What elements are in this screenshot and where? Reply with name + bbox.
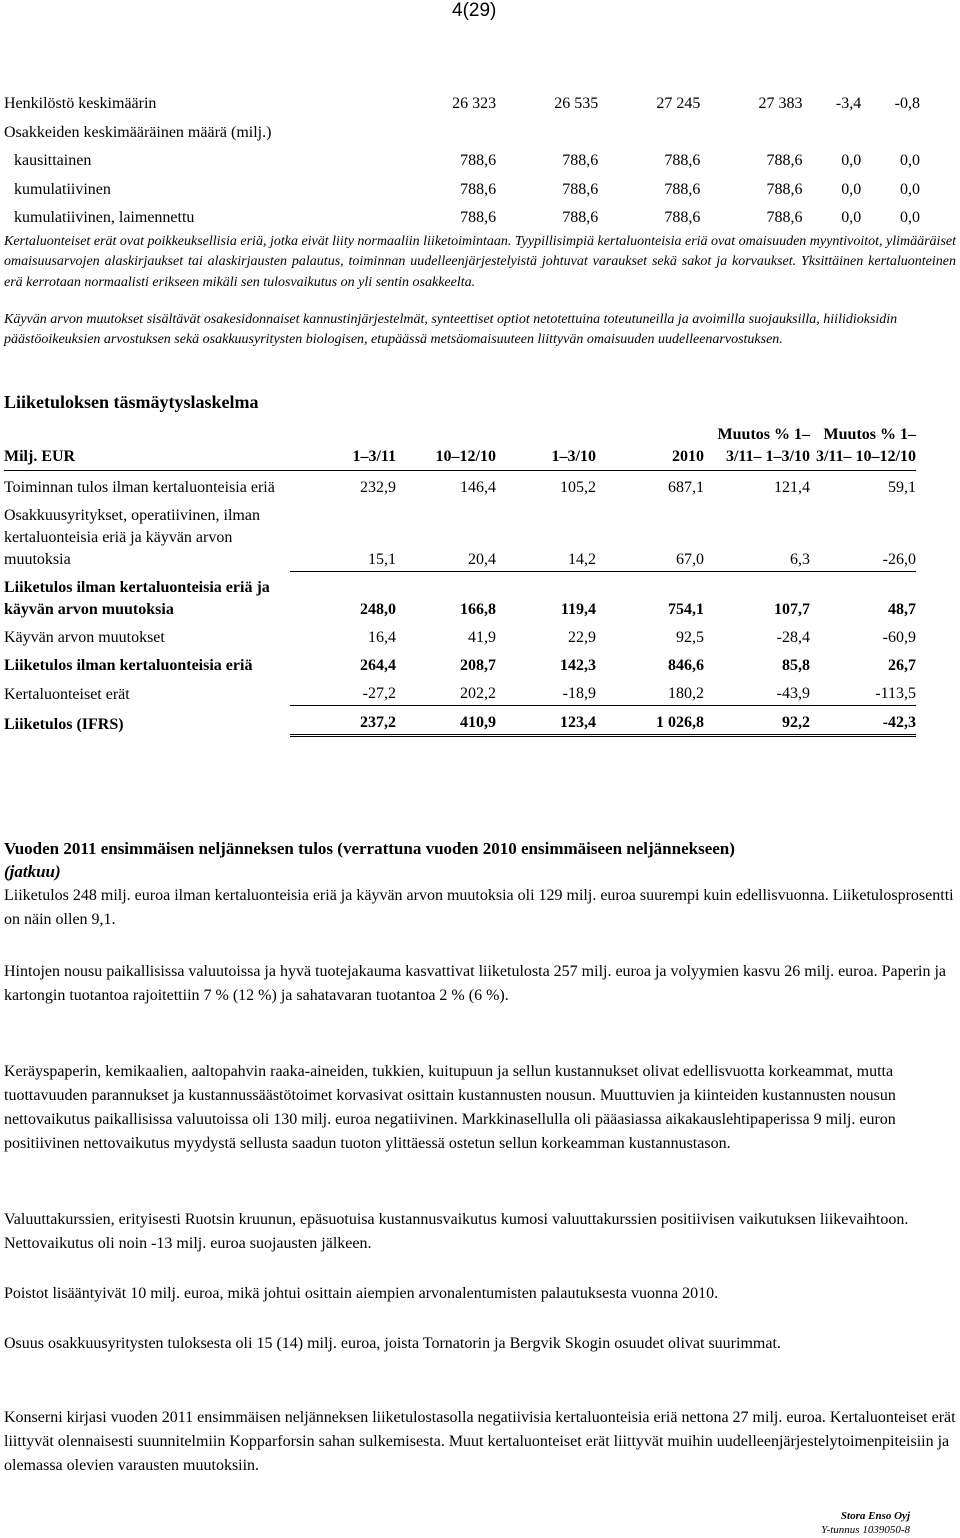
results-heading-continued: (jatkuu) [4,862,61,881]
cell: 788,6 [664,209,701,227]
cell: 208,7 [460,657,496,674]
cell: -18,9 [496,677,596,706]
row-label: Käyvän arvon muutokset [4,629,165,646]
row-label: Liiketulos ilman kertaluonteisia eriä ja käyvän arvon muutoksia [4,579,270,618]
row-label: kumulatiivinen, laimennettu [14,209,195,227]
cell: 0,0 [900,180,920,198]
cell: 180,2 [596,677,704,706]
table-row [4,649,916,677]
table-row [4,706,916,736]
cell: 6,3 [704,499,810,571]
cell: 22,9 [568,629,596,646]
results-heading [4,837,960,883]
cell: 788,6 [460,209,497,227]
row-label: Osakkuusyritykset, operatiivinen, ilman kertaluonteisia eriä ja käyvän arvon muutoksia [4,507,260,568]
cell: 202,2 [396,677,496,706]
table-row [4,90,920,119]
cell: 0,0 [841,152,862,170]
cell: 788,6 [460,180,497,198]
row-label: kumulatiivinen [14,180,111,198]
cell: 26 323 [452,95,497,113]
row-label: Liiketulos ilman kertaluonteisia eriä [4,657,253,674]
cell: -27,2 [290,677,396,706]
fair-value-changes-note: Käyvän arvon muutokset sisältävät osakesidonnaiset kannustinjärjestelmät, synteettiset optiot netotettuina toteutuneilla ja avoimilla suojauksilla, hiilidioksidin päästöoikeuksien arvostuksen sekä osakkuusyritysten biologisen, etupäässä metsäomaisuuteen liittyvän omaisuuden uudelleenarvostuksen. [4,312,898,348]
cell: -26,0 [810,499,916,571]
cell: 0,0 [900,209,920,227]
cell: -60,9 [882,629,916,646]
paragraph: Keräyspaperin, kemikaalien, aaltopahvin raaka-aineiden, tukkien, kuitupuun ja sellun kustannukset olivat edellisvuotta korkeammat, mutta tuottavuuden parannukset ja kustannussäästötoimet korvasivat osittain kustannusten nousun. Muuttuvien ja kiinteiden kustannusten nousun nettovaikutus paikallisissa valuutoissa oli 130 milj. euroa negatiivinen. Markkinasellulla oli pääasiassa aikakauslehtipaperissa 9 milj. euron positiivinen nettovaikutus myydystä sellusta saadun tuoton ylittäessä ostetun sellun korkeamman kustannustason. [4,1063,896,1152]
cell: 788,6 [562,180,599,198]
paragraph: Poistot lisääntyivät 10 milj. euroa, mikä johtui osittain aiempien arvonalentumisten palautuksesta vuonna 2010. [4,1285,719,1302]
cell: 754,1 [668,601,704,618]
cell: -0,8 [894,95,920,113]
header-label: Milj. EUR [4,424,290,471]
cell: 121,4 [774,479,810,496]
paragraph: Valuuttakurssien, erityisesti Ruotsin kruunun, epäsuotuisa kustannusvaikutus kumosi valuuttakurssien positiivisen vaikutuksen liikevaihtoon. Nettovaikutus oli noin -13 milj. euroa suojausten jälkeen. [4,1211,909,1252]
page-number: 4(29) [452,0,497,21]
table-row [4,471,916,500]
column-header: 10–12/10 [396,424,496,471]
table-row [4,499,916,571]
column-header: 2010 [596,424,704,471]
cell: -113,5 [810,677,916,706]
table-row [4,147,920,176]
cell: 27 383 [758,95,803,113]
items-affecting-comparability-note: Kertaluonteiset erät ovat poikkeuksellisia eriä, jotka eivät liity normaaliin liiketoimintaan. Tyypillisimpiä kertaluonteisia eriä ovat omaisuuden myyntivoitot, ylimääräiset omaisuusarvojen alaskirjaukset tai alaskirjausten palautus, toiminnan uudelleenjärjestelyistä johtuvat varaukset sekä sakot ja korvaukset. Yksittäinen kertaluonteinen erä kerrotaan normaalisti erikseen mikäli sen tulosvaikutus on yli sentin osakkeelta. [4,234,956,290]
table-row [4,204,920,233]
table-row [4,571,916,621]
cell: 15,1 [290,499,396,571]
cell: 92,2 [704,706,810,736]
paragraph: Liiketulos 248 milj. euroa ilman kertaluonteisia eriä ja käyvän arvon muutoksia oli 129 milj. euroa suurempi kuin edellisvuonna. Liiketulosprosentti on näin ollen 9,1. [4,887,954,928]
cell: 27 245 [656,95,701,113]
cell: -43,9 [704,677,810,706]
row-label: Liiketulos (IFRS) [4,715,124,733]
cell: 14,2 [496,499,596,571]
cell: 248,0 [360,601,396,618]
cell: 16,4 [368,629,396,646]
paragraph: Konserni kirjasi vuoden 2011 ensimmäisen neljänneksen liiketulostasolla negatiivisia kertaluonteisia eriä nettona 27 milj. euroa. Kertaluonteiset erät liittyvät olennaisesti suunnitelmiin Kopparforsin sahan sulkemisesta. Muut kertaluonteiset erät liittyvät muihin uudelleenjärjestelytoimenpiteisiin ja olemassa olevien varausten muutoksiin. [4,1409,956,1474]
company-name: Stora Enso Oyj [840,1510,910,1522]
cell: 123,4 [496,706,596,736]
cell: 788,6 [664,180,701,198]
table-row [4,677,916,706]
cell: 41,9 [468,629,496,646]
cell: 92,5 [676,629,704,646]
row-label: Kertaluonteiset erät [4,685,130,703]
cell: 846,6 [668,657,704,674]
cell: 237,2 [290,706,396,736]
cell: 410,9 [396,706,496,736]
cell: 1 026,8 [596,706,704,736]
cell: 687,1 [668,479,704,496]
cell: 48,7 [888,601,916,618]
table-row [4,176,920,205]
table-row [4,119,920,148]
cell: 119,4 [560,601,596,618]
cell: 59,1 [888,479,916,496]
cell: 788,6 [766,152,803,170]
section-title: Liiketuloksen täsmäytyslaskelma [4,392,259,412]
cell: 166,8 [460,601,496,618]
row-label: Osakkeiden keskimääräinen määrä (milj.) [4,123,272,141]
column-header: Muutos % 1–3/11– 10–12/10 [810,424,916,471]
cell: 85,8 [782,657,810,674]
table-row [4,621,916,649]
row-label: kausittainen [14,152,92,170]
cell: 788,6 [664,152,701,170]
personnel-shares-table [4,90,920,233]
paragraph: Osuus osakkuusyritysten tuloksesta oli 15 (14) milj. euroa, joista Tornatorin ja Bergvik Skogin osuudet olivat suurimmat. [4,1335,781,1352]
results-heading-text: Vuoden 2011 ensimmäisen neljänneksen tulos (verrattuna vuoden 2010 ensimmäiseen neljännekseen) [4,839,735,858]
paragraph: Hintojen nousu paikallisissa valuutoissa ja hyvä tuotejakauma kasvattivat liiketulosta 257 milj. euroa ja volyymien kasvu 26 milj. euroa. Paperin ja kartongin tuotantoa rajoitettiin 7 % (12 %) ja sahatavaran tuotantoa 2 % (6 %). [4,963,947,1004]
column-header: 1–3/11 [290,424,396,471]
cell: 264,4 [360,657,396,674]
cell: 26,7 [888,657,916,674]
cell: 20,4 [396,499,496,571]
cell: -42,3 [810,706,916,736]
cell: 232,9 [360,479,396,496]
operating-profit-reconciliation-table [4,424,916,737]
column-header: Muutos % 1–3/11– 1–3/10 [704,424,810,471]
cell: 788,6 [460,152,497,170]
cell: 67,0 [596,499,704,571]
table-header-row [4,424,916,471]
cell: 788,6 [562,152,599,170]
row-label: Henkilöstö keskimäärin [4,95,157,113]
cell: 788,6 [766,209,803,227]
cell: 788,6 [562,209,599,227]
cell: 0,0 [841,209,862,227]
cell: 0,0 [900,152,920,170]
column-header: 1–3/10 [496,424,596,471]
cell: 26 535 [554,95,599,113]
cell: 0,0 [841,180,862,198]
business-id: Y-tunnus 1039050-8 [821,1524,910,1536]
cell: 105,2 [560,479,596,496]
cell: 107,7 [774,601,810,618]
cell: -3,4 [835,95,862,113]
cell: 146,4 [460,479,496,496]
cell: 788,6 [766,180,803,198]
cell: -28,4 [776,629,810,646]
cell: 142,3 [560,657,596,674]
row-label: Toiminnan tulos ilman kertaluonteisia eriä [4,479,275,496]
